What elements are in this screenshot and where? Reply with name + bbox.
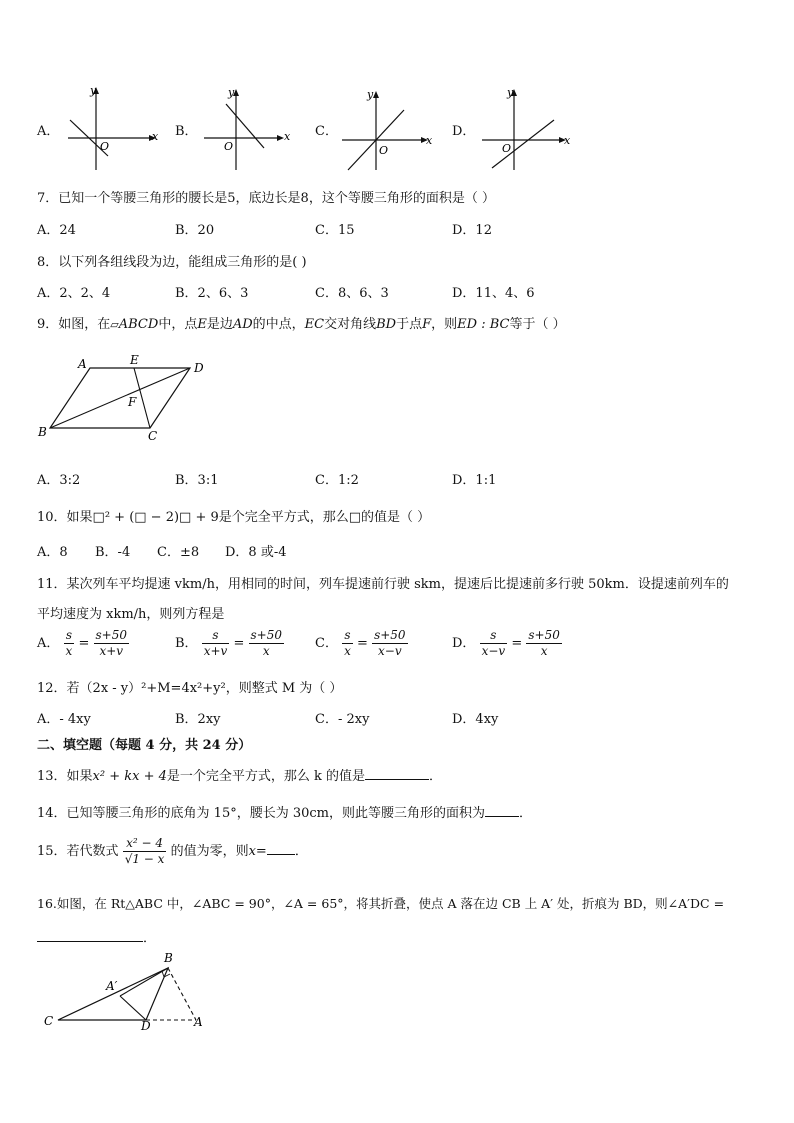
q12-stem: 12．若（2x - y）²+M=4x²+y²，则整式 M 为（ ） [37, 681, 343, 696]
q7-option-a: A．24 [37, 223, 76, 238]
q9-stem: 9．如图，在▱ABCD中，点E是边AD的中点，EC交对角线BD于点F，则ED : BC等于（ ） [37, 317, 566, 332]
q6-d-x: x [564, 134, 571, 147]
q6-d-o: O [502, 142, 512, 155]
q6-option-b-label: B． [175, 124, 198, 139]
q6-b-o: O [224, 140, 234, 153]
q9-label-a: A [78, 357, 87, 371]
q10-stem: 10．如果□² + (□ − 2)□ + 9是个完全平方式，那么□的值是（ ） [37, 510, 431, 525]
q16-triangle-figure [40, 950, 220, 1032]
q8-stem: 8．以下列各组线段为边，能组成三角形的是( ) [37, 255, 307, 270]
q6-a-y: y [90, 84, 97, 97]
q10-option-d: D．8 或-4 [225, 545, 287, 560]
q16-label-b: B [164, 951, 173, 965]
q15: 15．若代数式 $\frac{\text{x² − 4}}{√1 - x}$ 的值为零，则x= ． [37, 836, 308, 866]
q7-stem: 7．已知一个等腰三角形的腰长是5，底边长是8，这个等腰三角形的面积是（ ） [37, 191, 495, 206]
q6-graph-a [62, 84, 162, 176]
q6-b-x: x [284, 130, 291, 143]
q12-option-c: C．- 2xy [315, 712, 370, 727]
q9-label-e: E [130, 353, 139, 367]
q9-option-c: C．1:2 [315, 473, 359, 488]
q8-option-a: A．2、2、4 [37, 286, 111, 301]
q9-label-f: F [128, 395, 137, 409]
q12-option-b: B．2xy [175, 712, 221, 727]
q7-option-d: D．12 [452, 223, 492, 238]
q10-option-a: A．8 [37, 545, 68, 560]
q16-label-c: C [44, 1014, 54, 1028]
section-2-heading: 二、填空题（每题 4 分，共 24 分） [37, 738, 252, 753]
q13: 13．如果x² + kx + 4是一个完全平方式，那么 k 的值是 ． [37, 769, 443, 784]
q6-option-a-label: A． [37, 124, 60, 139]
q16-label-a: A [194, 1015, 203, 1029]
q11-option-b: B． $\frac{s}{x+v}$ = $\frac{s+50}{x}$ [175, 628, 282, 658]
q9-option-d: D．1:1 [452, 473, 497, 488]
q6-b-y: y [228, 86, 235, 99]
q11-option-c: C． $\frac{s}{x}$ = $\frac{s+50}{x-v}$ [315, 628, 406, 658]
q9-option-a: A．3:2 [37, 473, 81, 488]
q9-label-c: C [148, 429, 158, 442]
q6-a-x: x [152, 130, 159, 143]
q16-answer-line: ． [37, 927, 156, 946]
q6-d-y: y [507, 86, 514, 99]
q6-c-o: O [379, 144, 389, 157]
q11-option-d: D． $\frac{s}{x-v}$ = $\frac{s+50}{x}$ [452, 628, 560, 658]
q6-c-y: y [367, 88, 374, 101]
q6-graph-b [200, 84, 300, 176]
q7-option-c: C．15 [315, 223, 355, 238]
q12-option-d: D．4xy [452, 712, 499, 727]
q6-c-x: x [426, 134, 433, 147]
q9-label-d: D [194, 361, 204, 375]
q16-label-a-prime: A′ [106, 979, 118, 993]
q6-graph-d [478, 84, 578, 176]
q16-stem-line1: 16.如图，在 Rt△ABC 中，∠ABC = 90°，∠A = 65°，将其折叠，使点 A 落在边 CB 上 A′ 处，折痕为 BD，则∠A′DC = [37, 896, 725, 911]
q8-option-d: D．11、4、6 [452, 286, 535, 301]
q11-stem-line2: 平均速度为 xkm/h，则列方程是 [37, 607, 225, 622]
q11-stem-line1: 11．某次列车平均提速 vkm/h，用相同的时间，列车提速前行驶 skm，提速后比提速前多行驶 50km．设提速前列车的 [37, 577, 729, 592]
q6-option-c-label: C． [315, 124, 338, 139]
q7-option-b: B．20 [175, 223, 215, 238]
q12-option-a: A．- 4xy [37, 712, 91, 727]
q6-graph-c [338, 84, 438, 176]
q11-option-a: A． $\frac{s}{x}$ = $\frac{s+50}{x+v}$ [37, 628, 127, 658]
q9-parallelogram-figure [34, 350, 214, 442]
q16-label-d: D [141, 1019, 151, 1032]
q8-option-b: B．2、6、3 [175, 286, 249, 301]
q9-label-b: B [38, 425, 47, 439]
q10-option-b: B．-4 [95, 545, 131, 560]
q6-a-o: O [100, 140, 110, 153]
q6-option-d-label: D． [452, 124, 476, 139]
q9-option-b: B．3:1 [175, 473, 219, 488]
q10-option-c: C．±8 [157, 545, 200, 560]
q8-option-c: C．8、6、3 [315, 286, 389, 301]
q14: 14．已知等腰三角形的底角为 15°，腰长为 30cm，则此等腰三角形的面积为 ． [37, 806, 533, 821]
